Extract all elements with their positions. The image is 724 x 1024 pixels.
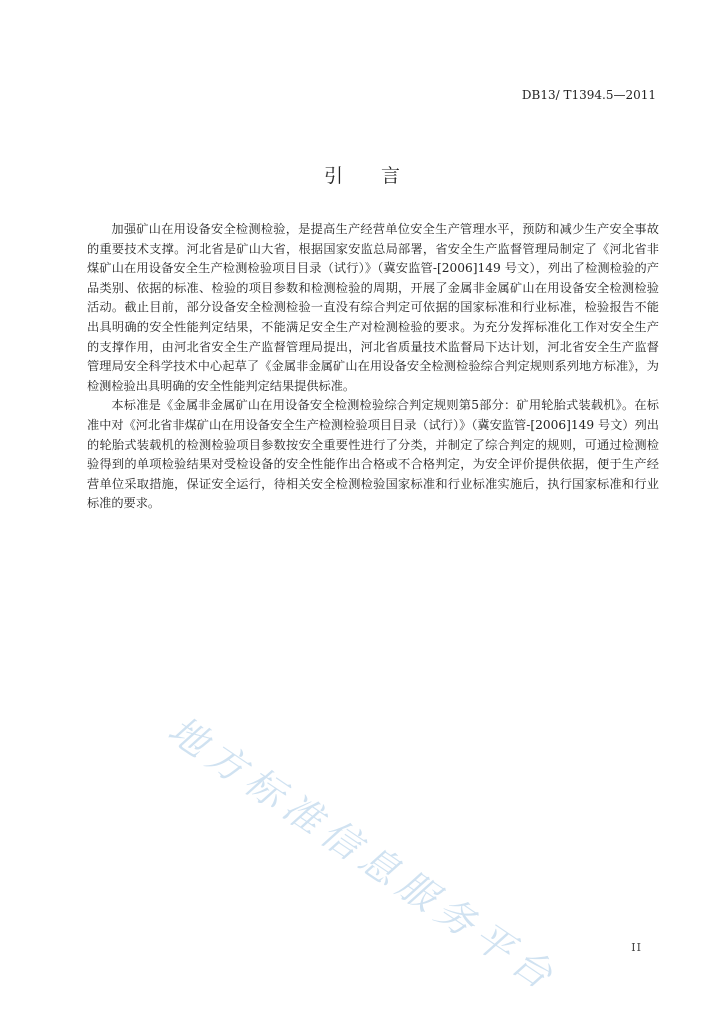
watermark: 地方标准信息服务平台 bbox=[160, 707, 567, 1002]
paragraph: 本标准是《金属非金属矿山在用设备安全检测检验综合判定规则第5部分：矿用轮胎式装载机》。在标准中对《河北省非煤矿山在用设备安全生产检测检验项目目录（试行）》（冀安监管-[2006]149 号文）列出的轮胎式装载机的检测检验项目参数按安全重要性进行了分类，并制定了综合判定的规则，可通过检测检验得到的单项检验结果对受检设备的安全性能作出合格或不合格判定，为安全评价提供依据，便于生产经营单位采取措施，保证安全运行，待相关安全检测检验国家标准和行业标准实施后，执行国家标准和行业标准的要求。 bbox=[87, 398, 659, 511]
document-code: DB13/ T1394.5—2011 bbox=[521, 88, 656, 102]
page-number: II bbox=[631, 941, 642, 954]
paragraph: 加强矿山在用设备安全检测检验，是提高生产经营单位安全生产管理水平，预防和减少生产安全事故的重要技术支撑。河北省是矿山大省，根据国家安监总局部署，省安全生产监督管理局制定了《河北省非煤矿山在用设备安全生产检测检验项目目录（试行）》（冀安监管-[2006]149 号文），列出了检测检验的产品类别、依据的标准、检验的项目参数和检测检验的周期，开展了金属非金属矿山在用设备安全检测检验活动。截止目前，部分设备安全检测检验一直没有综合判定可依据的国家标准和行业标准，检验报告不能出具明确的安全性能判定结果，不能满足安全生产对检测检验的要求。为充分发挥标准化工作对安全生产的支撑作用，由河北省安全生产监督管理局提出，河北省质量技术监督局下达计划，河北省安全生产监督管理局安全科学技术中心起草了《金属非金属矿山在用设备安全检测检验综合判定规则系列地方标准》，为检测检验出具明确的安全性能判定结果提供标准。 bbox=[87, 222, 659, 393]
page-title: 引 言 bbox=[323, 165, 400, 187]
document-body bbox=[87, 220, 659, 514]
